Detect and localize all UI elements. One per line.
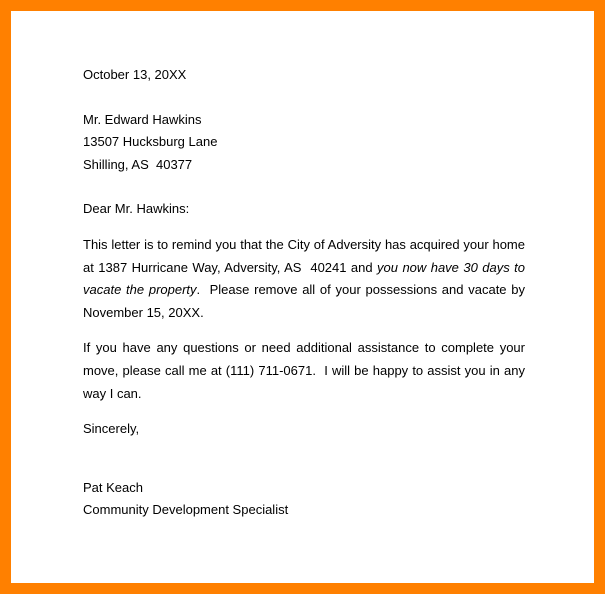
- letter-page: [83, 64, 529, 522]
- paragraph-1-text-a: This letter is to remind you that the City of Adversity has acquired your home at 1387 Hurricane Way, Adversity, AS 40241 and: [83, 236, 529, 275]
- signature-block: [83, 477, 525, 522]
- signature-title: Community Development Specialist: [83, 502, 289, 518]
- paragraph-1-text-b: . Please remove all of your possessions and vacate by November 15, 20XX.: [83, 282, 529, 320]
- paragraph-1-italic-text: you now have 30 days to vacate the property: [83, 259, 529, 298]
- recipient-name: Mr. Edward Hawkins: [83, 111, 202, 127]
- recipient-address: [83, 109, 525, 177]
- recipient-street: 13507 Hucksburg Lane: [83, 134, 218, 150]
- recipient-city-state-zip: Shilling, AS 40377: [83, 156, 193, 172]
- body-paragraph-1: [83, 234, 529, 324]
- closing: Sincerely,: [83, 421, 140, 437]
- signature-name: Pat Keach: [83, 479, 143, 495]
- body-paragraph-2: If you have any questions or need additional assistance to complete your move, please call me at (111) 711-0671. I will be happy to assist you in any way I can.: [83, 340, 529, 401]
- letter-date: October 13, 20XX: [83, 67, 187, 82]
- salutation: Dear Mr. Hawkins:: [83, 201, 190, 217]
